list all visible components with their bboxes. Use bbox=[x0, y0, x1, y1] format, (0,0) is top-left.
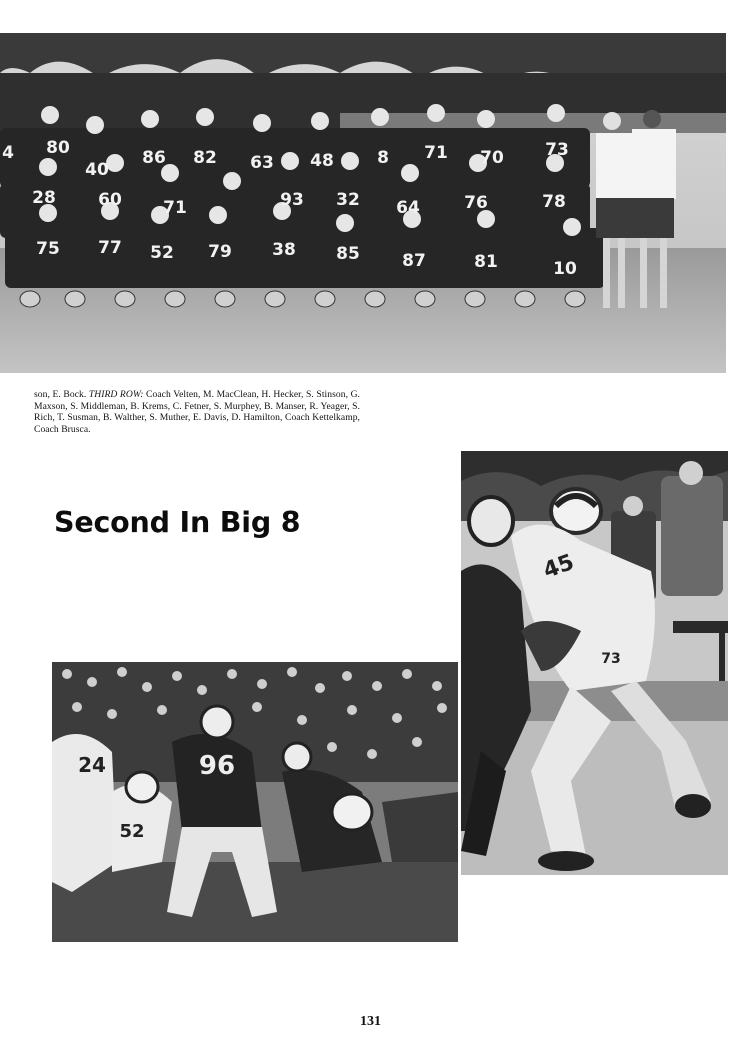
jersey-number: 79 bbox=[208, 242, 232, 262]
jersey-number: 64 bbox=[396, 198, 420, 218]
jersey-number: 80 bbox=[46, 138, 70, 158]
jersey-number: 81 bbox=[474, 252, 498, 272]
jersey-number: 52 bbox=[150, 243, 174, 263]
jersey-number: 4 bbox=[2, 143, 14, 163]
jersey-number: 38 bbox=[272, 240, 296, 260]
jersey-number: 45 bbox=[540, 549, 578, 584]
jersey-number: 40 bbox=[85, 160, 109, 180]
jersey-number: 85 bbox=[336, 244, 360, 264]
team-photo bbox=[0, 33, 726, 373]
jersey-number: 96 bbox=[198, 751, 236, 781]
caption-row-label: THIRD ROW: bbox=[88, 389, 144, 400]
action-photo-runner-image bbox=[461, 451, 728, 875]
jersey-number: 32 bbox=[336, 190, 360, 210]
caption-text-names: Coach Velten, M. MacClean, H. Hecker, S. Stinson, G. Maxson, S. Middleman, B. Krems, C. Fetner, S. Murphey, B. Manser, R. Yeager, S. Rich, T. Susman, B. Walther, S. Muther, E. Davis, D. Hamilton, Coach Kettelkamp, Coach Brusca. bbox=[34, 389, 361, 435]
jersey-number: 60 bbox=[98, 190, 122, 210]
jersey-number: 48 bbox=[310, 151, 334, 171]
jersey-number: 24 bbox=[78, 753, 106, 777]
jersey-number: 28 bbox=[32, 188, 56, 208]
page-headline: Second In Big 8 bbox=[54, 506, 301, 539]
jersey-number: 71 bbox=[424, 143, 448, 163]
jersey-number: 77 bbox=[98, 238, 122, 258]
caption-text-start: son, E. Bock. bbox=[34, 389, 89, 400]
team-photo-image bbox=[0, 33, 726, 373]
jersey-number: 73 bbox=[601, 651, 621, 667]
action-photo-runner bbox=[461, 451, 728, 875]
jersey-number: 8 bbox=[377, 148, 389, 168]
jersey-number: 82 bbox=[193, 148, 217, 168]
action-photo-line-play bbox=[52, 662, 458, 942]
jersey-number: 10 bbox=[553, 259, 577, 279]
jersey-number: 73 bbox=[545, 140, 569, 160]
jersey-number: 75 bbox=[36, 239, 60, 259]
jersey-number: 52 bbox=[119, 821, 145, 842]
jersey-number: 71 bbox=[163, 198, 187, 218]
action-photo-line-play-image bbox=[52, 662, 458, 942]
page-number: 131 bbox=[360, 1014, 381, 1029]
jersey-number: 76 bbox=[464, 193, 488, 213]
roster-caption bbox=[34, 389, 360, 435]
jersey-number: 63 bbox=[250, 153, 274, 173]
jersey-number: 86 bbox=[142, 148, 166, 168]
jersey-number: 87 bbox=[402, 251, 426, 271]
jersey-number: 70 bbox=[480, 148, 504, 168]
jersey-number: 78 bbox=[542, 192, 566, 212]
jersey-number: 93 bbox=[280, 190, 304, 210]
